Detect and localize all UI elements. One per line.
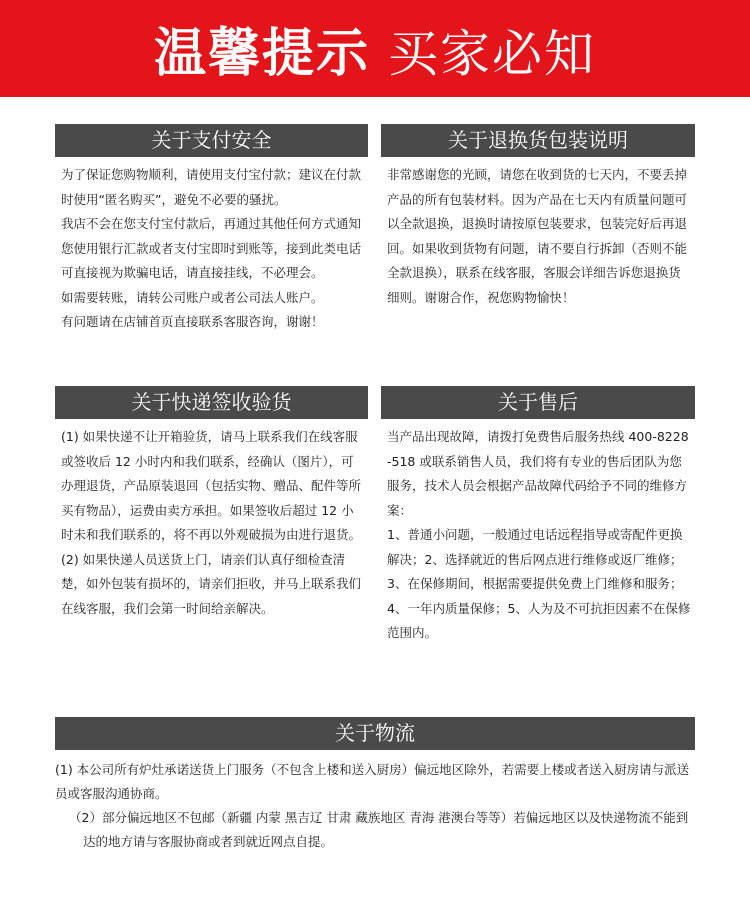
banner-sub-text: 买家必知 [388,25,596,83]
after-sales-body [381,419,695,646]
logistics-paragraph: (1) 本公司所有炉灶承诺送货上门服务（不包含上楼和送入厨房）偏远地区除外，若需要上楼或者送入厨房请与派送员或客服沟通协商。 [55,762,690,801]
logistics-header: 关于物流 [55,717,695,750]
after-sales-paragraph: 1、普通小问题，一般通过电话远程指导或寄配件更换解决；2、选择就近的售后网点进行维修或返厂维修；3、在保修期间，根据需要提供免费上门维修和服务；4、一年内质量保修；5、人为及不可抗拒因素不在保修范围内。 [387,527,691,640]
logistics-section [55,717,695,854]
delivery-inspection-section [55,386,368,621]
payment-security-body [55,157,368,335]
payment-paragraph: 为了保证您购物顺利，请使用支付宝付款；建议在付款时使用“匿名购买”，避免不必要的骚扰。 [61,167,362,207]
payment-security-section [55,124,368,335]
return-packaging-body [381,157,695,310]
payment-security-header: 关于支付安全 [55,124,368,157]
delivery-paragraph: (1) 如果快递不让开箱验货，请马上联系我们在线客服或签收后 12 小时内和我们联系，经确认（图片），可办理退货，产品原装退回（包括实物、赠品、配件等所买有物品），运费由卖方承担。如果签收后超过 12 小时未和我们联系的，将不再以外观破损为由进行退货。 [61,429,362,542]
delivery-inspection-body [55,419,368,621]
payment-paragraph: 我店不会在您支付宝付款后，再通过其他任何方式通知您使用银行汇款或者支付宝即时到账等，接到此类电话可直接视为欺骗电话，请直接挂线，不必理会。 [61,216,362,280]
payment-paragraph: 如需要转账，请转公司账户或者公司法人账户。 [61,289,324,305]
return-packaging-section [381,124,695,310]
after-sales-paragraph: 当产品出现故障，请拨打免费售后服务热线 400-8228-518 或联系销售人员，我们将有专业的售后团队为您服务，技术人员会根据产品故障代码给予不同的维修方案： [387,429,689,518]
banner-main-text: 温馨提示 [153,24,370,84]
logistics-body [55,750,695,854]
return-paragraph: 非常感谢您的光顾，请您在收到货的七天内，不要丢掉产品的所有包装材料。因为产品在七天内有质量问题可以全款退换，退换时请按原包装要求，包装完好后再退回。如果收到货物有问题，请不要自行拆卸（否则不能全款退换），联系在线客服，客服会详细告诉您退换货细则。谢谢合作，祝您购物愉快！ [387,167,688,305]
delivery-inspection-header: 关于快递签收验货 [55,386,368,419]
delivery-paragraph: (2) 如果快递人员送货上门，请亲们认真仔细检查清楚，如外包装有损坏的，请亲们拒收，并马上联系我们在线客服，我们会第一时间给亲解决。 [61,551,362,616]
banner-title [154,11,596,86]
after-sales-section [381,386,695,646]
after-sales-header: 关于售后 [381,386,695,419]
return-packaging-header: 关于退换货包装说明 [381,124,695,157]
logistics-paragraph: （2）部分偏远地区不包邮（新疆 内蒙 黑吉辽 甘肃 藏族地区 青海 港澳台等等）若偏远地区以及快递物流不能到达的地方请与客服协商或者到就近网点自提。 [69,810,689,849]
top-banner [0,0,750,97]
payment-paragraph: 有问题请在店铺首页直接联系客服咨询，谢谢！ [61,314,324,329]
